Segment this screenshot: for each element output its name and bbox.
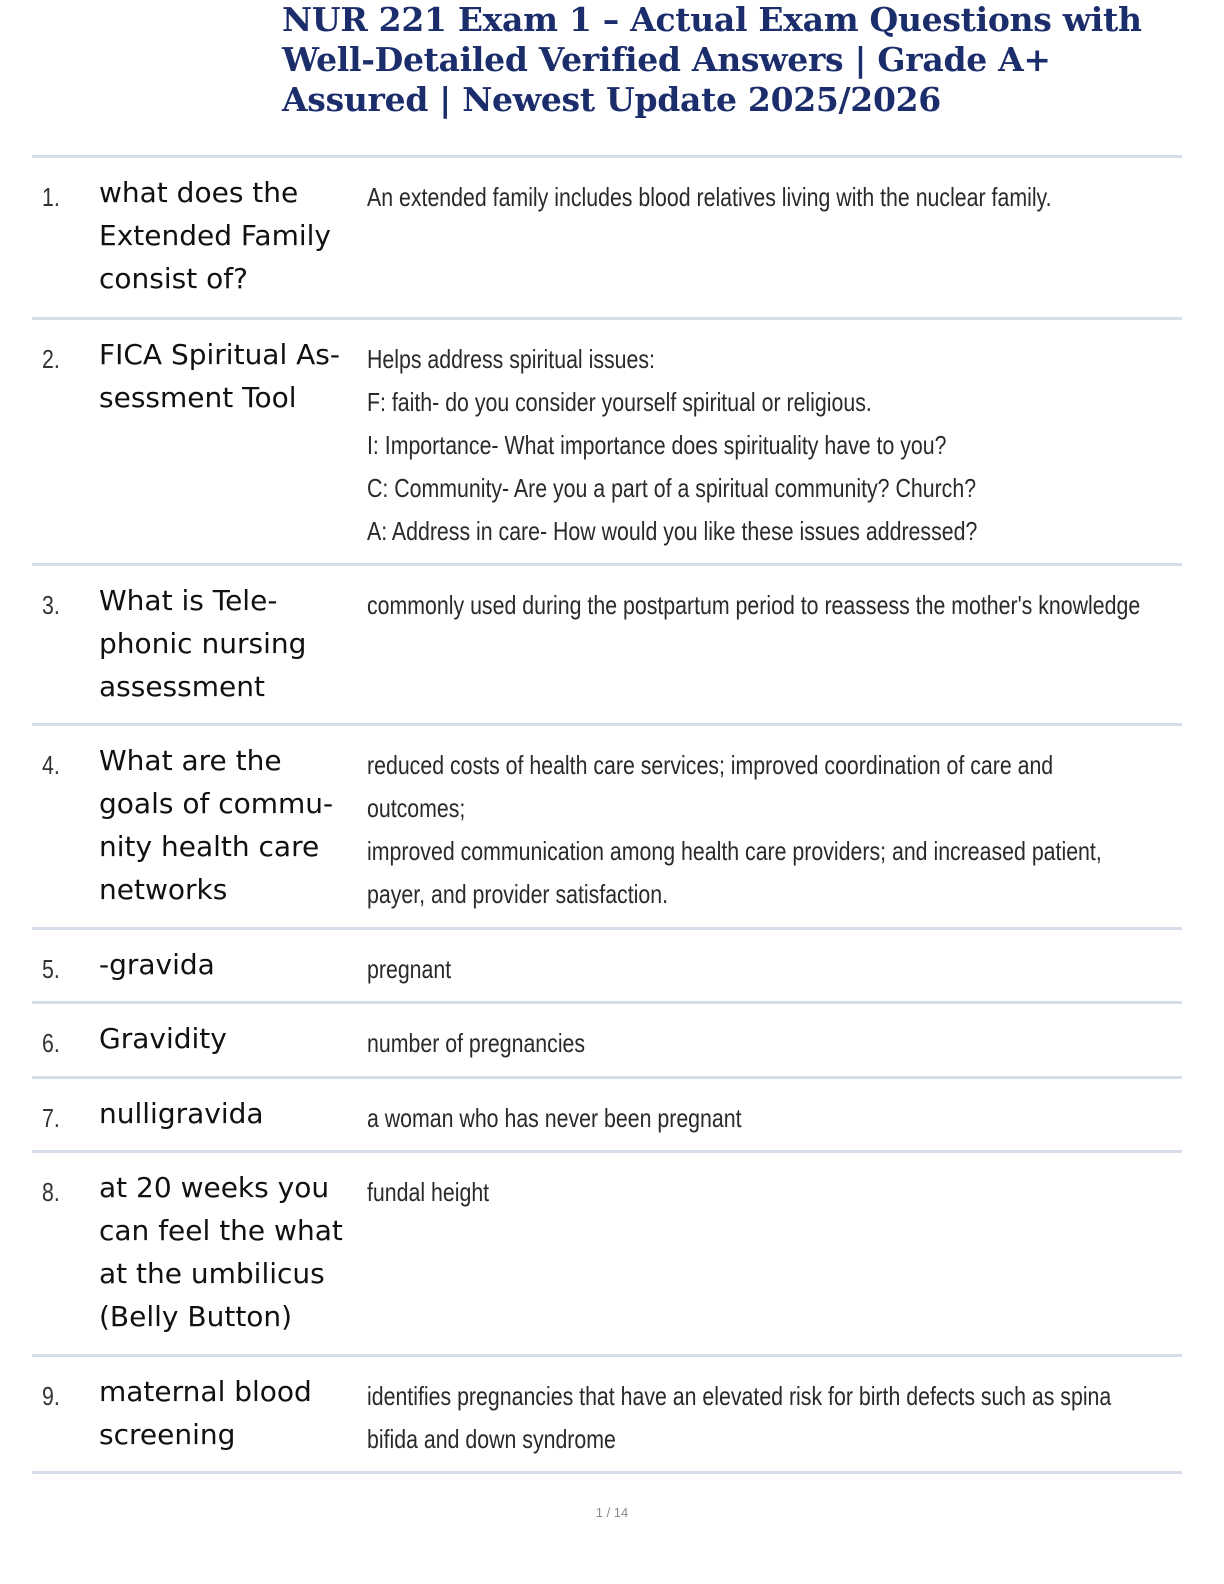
qa-row: [32, 930, 1182, 1004]
qa-row: [32, 1004, 1182, 1079]
item-number: 3.: [42, 590, 60, 620]
question-text: -gravida: [99, 948, 215, 981]
answer-text: Helps address spiritual issues: F: faith- do you consider yourself spiritual or religious. I: Importance- What importance does spirituality have to you? C: Community- Are you a part of a spiritual community? Church? A: Address in care- How would you like these issues addressed?: [367, 344, 978, 546]
question-text: nulligravida: [99, 1097, 264, 1130]
qa-row: [32, 1357, 1182, 1474]
document-title: NUR 221 Exam 1 – Actual Exam Questions with Well-Detailed Verified Answers | Grade A+ Assured | Newest Update 2025/2026: [282, 0, 1142, 119]
answer-text: pregnant: [367, 954, 452, 984]
question-text: Gravidity: [99, 1022, 227, 1055]
question-text: at 20 weeks you can feel the what at the umbilicus (Belly Button): [99, 1171, 343, 1333]
item-number: 4.: [42, 750, 60, 780]
qa-row: [32, 1153, 1182, 1357]
question-text: FICA Spiritual As- sessment Tool: [99, 338, 340, 414]
qa-list: [32, 155, 1182, 1474]
answer-text: identifies pregnancies that have an elevated risk for birth defects such as spina bifida and down syndrome: [367, 1381, 1112, 1454]
qa-row: [32, 158, 1182, 320]
item-number: 1.: [42, 182, 60, 212]
answer-text: commonly used during the postpartum period to reassess the mother's knowledge: [367, 590, 1141, 620]
question-text: What is Tele- phonic nursing assessment: [99, 584, 307, 703]
item-number: 5.: [42, 954, 60, 984]
item-number: 6.: [42, 1028, 60, 1058]
question-text: What are the goals of commu- nity health care networks: [99, 744, 334, 906]
item-number: 2.: [42, 344, 60, 374]
item-number: 7.: [42, 1103, 60, 1133]
item-number: 9.: [42, 1381, 60, 1411]
page-indicator: 1 / 14: [595, 1505, 629, 1520]
answer-text: a woman who has never been pregnant: [367, 1103, 742, 1133]
question-text: maternal blood screening: [99, 1375, 312, 1451]
qa-row: [32, 320, 1182, 566]
item-number: 8.: [42, 1177, 60, 1207]
answer-text: fundal height: [367, 1177, 490, 1207]
qa-row: [32, 566, 1182, 726]
answer-text: reduced costs of health care services; improved coordination of care and outcomes; improved communication among health care providers; and increased patient, payer, and provider satisfaction.: [367, 750, 1102, 909]
answer-text: An extended family includes blood relatives living with the nuclear family.: [367, 182, 1052, 212]
question-text: what does the Extended Family consist of?: [99, 176, 331, 295]
answer-text: number of pregnancies: [367, 1028, 586, 1058]
qa-row: [32, 1079, 1182, 1153]
qa-row: [32, 726, 1182, 930]
